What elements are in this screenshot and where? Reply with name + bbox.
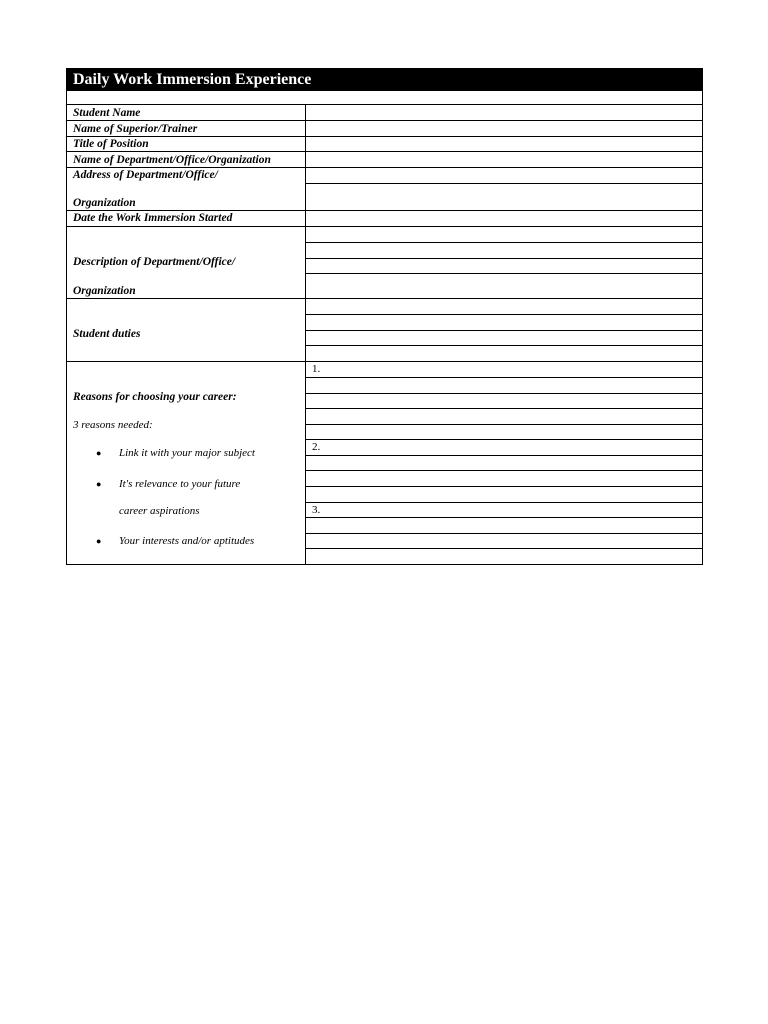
- bullet-icon: ●: [96, 479, 102, 489]
- student-duties-field[interactable]: [306, 299, 702, 361]
- row-description: [66, 226, 703, 298]
- label-description-line1: Description of Department/Office/: [73, 256, 236, 268]
- date-started-field[interactable]: [306, 211, 702, 226]
- reasons-subheading: 3 reasons needed:: [73, 419, 153, 431]
- reason-bullet-1: Link it with your major subject: [119, 447, 255, 459]
- label-address-line1: Address of Department/Office/: [73, 169, 218, 181]
- reasons-heading: Reasons for choosing your career:: [73, 391, 237, 403]
- label-student-name: Student Name: [73, 107, 141, 119]
- address-field[interactable]: [306, 168, 702, 210]
- row-date-started: [66, 210, 703, 226]
- bullet-icon: ●: [96, 448, 102, 458]
- label-description-line2: Organization: [73, 285, 136, 297]
- reasons-field[interactable]: [306, 362, 702, 564]
- superior-field[interactable]: [306, 121, 702, 136]
- label-position: Title of Position: [73, 138, 149, 150]
- row-student-duties: [66, 298, 703, 361]
- label-department: Name of Department/Office/Organization: [73, 154, 271, 166]
- title-spacer: [66, 91, 703, 104]
- reason-number-3: 3.: [312, 504, 321, 516]
- row-reasons: [66, 361, 703, 565]
- row-position: [66, 136, 703, 151]
- reason-number-1: 1.: [312, 363, 321, 375]
- reason-bullet-3: Your interests and/or aptitudes: [119, 535, 255, 547]
- row-address: [66, 167, 703, 210]
- row-superior: [66, 120, 703, 136]
- label-superior: Name of Superior/Trainer: [73, 123, 198, 135]
- description-field[interactable]: [306, 227, 702, 298]
- department-field[interactable]: [306, 152, 702, 167]
- label-student-duties: Student duties: [73, 328, 141, 340]
- position-field[interactable]: [306, 137, 702, 151]
- row-department: [66, 151, 703, 167]
- reason-bullet-2-cont: career aspirations: [119, 505, 200, 517]
- label-address-line2: Organization: [73, 197, 136, 209]
- row-student-name: [66, 104, 703, 120]
- form-title: Daily Work Immersion Experience: [66, 68, 703, 91]
- label-date-started: Date the Work Immersion Started: [73, 212, 233, 224]
- reason-number-2: 2.: [312, 441, 321, 453]
- reason-bullet-2: It's relevance to your future: [119, 478, 241, 490]
- bullet-icon: ●: [96, 536, 102, 546]
- student-name-field[interactable]: [306, 105, 702, 120]
